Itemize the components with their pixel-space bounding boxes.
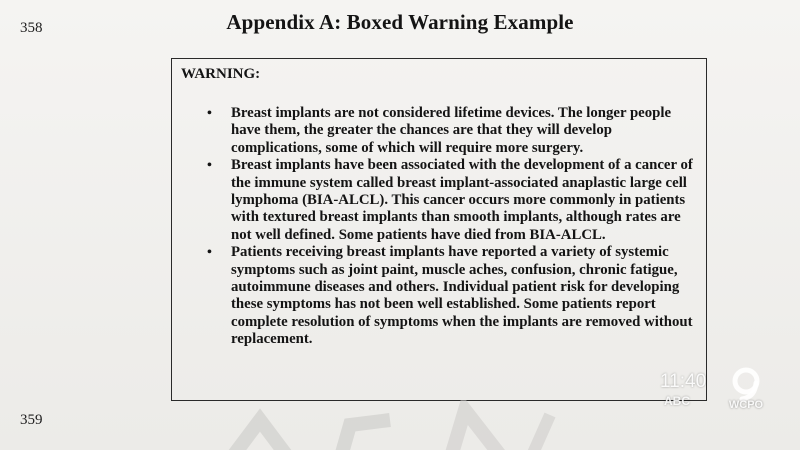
bullet-dot-icon: • <box>207 106 212 121</box>
bullet-dot-icon: • <box>207 245 212 261</box>
broadcast-clock: 11:40 <box>660 371 707 392</box>
warning-bullet-item <box>181 244 696 348</box>
network-logo: ABC <box>664 394 690 408</box>
warning-bullet-list <box>181 105 696 349</box>
bullet-dot-icon: • <box>207 158 212 174</box>
channel-name: WCPO <box>728 399 764 411</box>
page-title: Appendix A: Boxed Warning Example <box>226 10 574 34</box>
warning-bullet-item <box>181 157 696 244</box>
warning-bullet-text: Patients receiving breast implants have reported a variety of systemic symptoms such as joint paint, muscle aches, confusion, chronic fatigue, autoimmune diseases and others. Individual patient risk for developing these symptoms has not been well established. Some patients report complete resolution of symptoms when the implants are removed without replacement. <box>231 244 693 348</box>
warning-heading: WARNING: <box>181 66 261 82</box>
warning-bullet-text: Breast implants are not considered lifetime devices. The longer people have them, the greater the chances are that they will develop complications, some of which will require more surgery. <box>231 105 672 156</box>
line-number-top: 358 <box>20 20 43 36</box>
line-number-bottom: 359 <box>20 412 43 428</box>
draft-watermark-graphic <box>200 400 620 450</box>
warning-bullet-item <box>181 105 696 157</box>
boxed-warning <box>171 58 707 401</box>
warning-bullet-text: Breast implants have been associated with the development of a cancer of the immune system called breast implant-associated anaplastic large cell lymphoma (BIA-ALCL). This cancer occurs more commonly in patients with textured breast implants than smooth implants, although rates are not well defined. Some patients have died from BIA-ALCL. <box>231 157 693 243</box>
